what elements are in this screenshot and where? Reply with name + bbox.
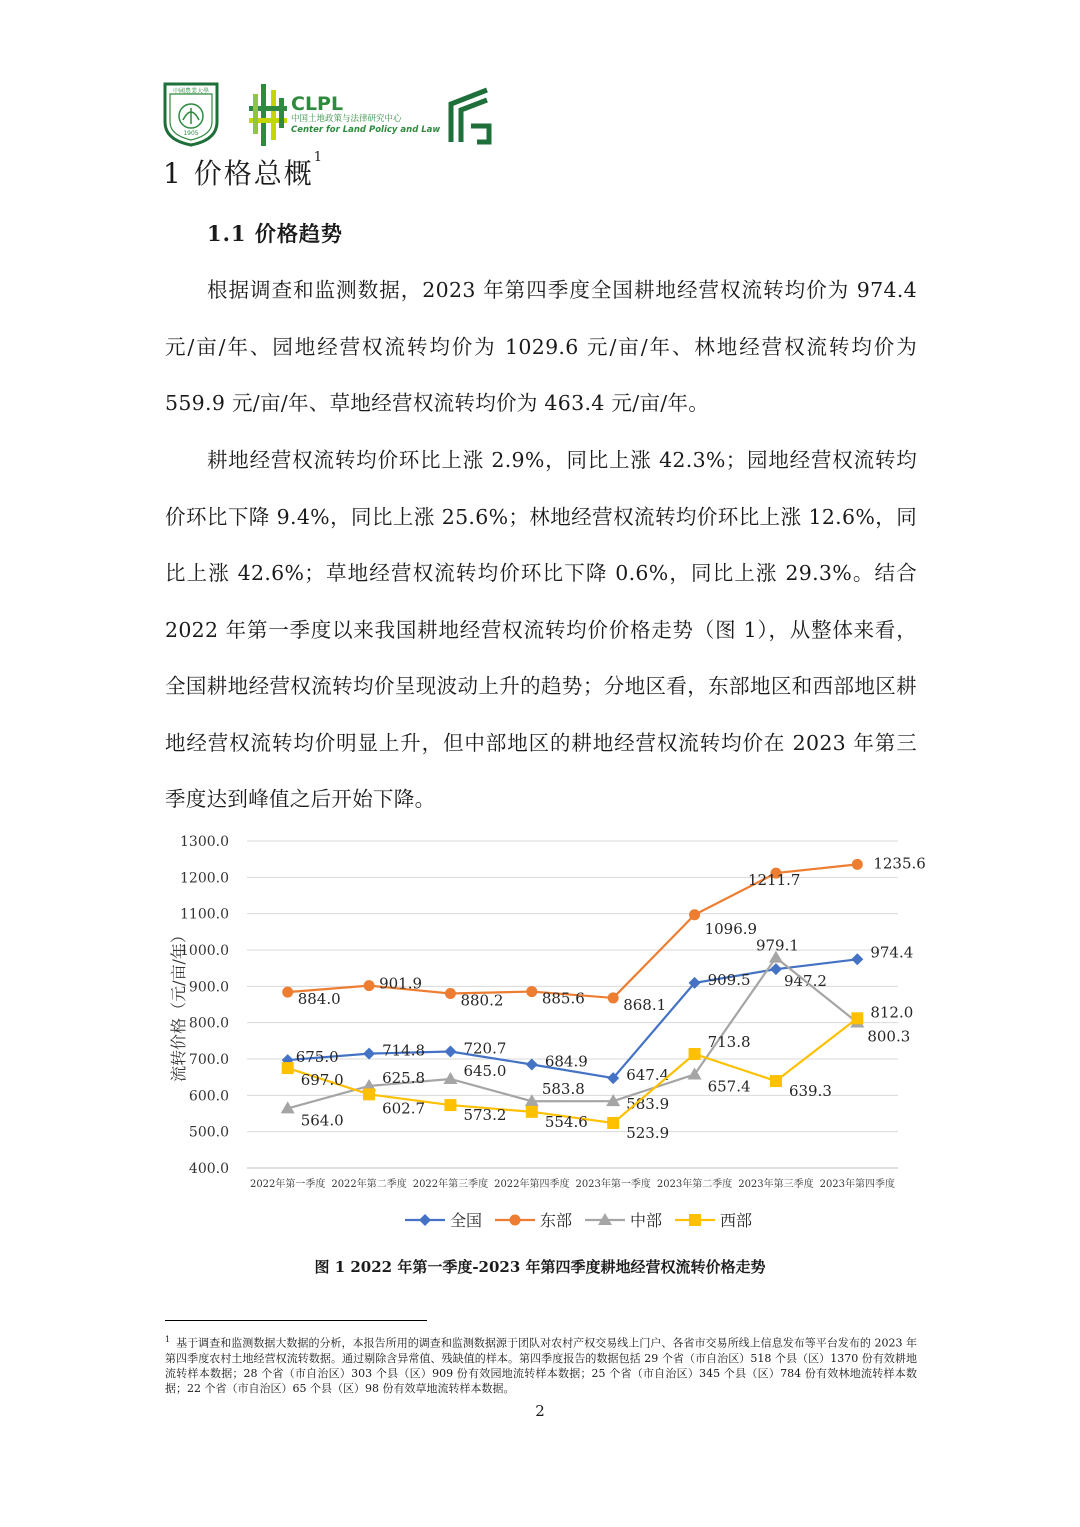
x-tick-label: 2022年第四季度 (494, 1179, 570, 1190)
y-tick-label: 1200.0 (180, 870, 229, 887)
data-label-西部: 713.8 (707, 1032, 751, 1051)
data-label-中部: 583.8 (541, 1080, 585, 1099)
data-label-中部: 564.0 (300, 1111, 344, 1130)
x-tick-label: 2023年第一季度 (575, 1179, 651, 1190)
data-point-西部 (770, 1075, 782, 1087)
data-label-全国: 974.4 (870, 943, 914, 962)
y-tick-label: 600.0 (188, 1088, 229, 1105)
data-label-全国: 675.0 (295, 1048, 339, 1067)
y-axis-title: 流转价格（元/亩/年） (169, 927, 188, 1082)
y-tick-label: 400.0 (188, 1161, 229, 1177)
y-tick-label: 1100.0 (180, 906, 229, 923)
x-tick-label: 2022年第三季度 (412, 1179, 489, 1190)
stylized-building-icon (447, 86, 493, 144)
legend-label-东部: 东部 (540, 1211, 573, 1230)
x-tick-label: 2023年第四季度 (819, 1179, 896, 1190)
clpl-name-en: Center for Land Policy and Law (291, 125, 441, 135)
data-label-中部: 645.0 (463, 1061, 507, 1080)
y-tick-label: 1300.0 (180, 834, 229, 850)
data-label-西部: 602.7 (382, 1099, 426, 1118)
y-tick-label: 900.0 (188, 979, 229, 996)
data-point-西部 (851, 1012, 863, 1024)
data-point-东部 (445, 988, 456, 999)
data-point-东部 (282, 987, 293, 998)
y-tick-label: 500.0 (188, 1124, 229, 1141)
clpl-abbreviation: CLPL (291, 93, 344, 115)
data-point-西部 (282, 1062, 294, 1074)
data-label-西部: 554.6 (544, 1112, 588, 1131)
footnote (165, 1332, 917, 1396)
data-label-中部: 657.4 (707, 1077, 751, 1096)
data-label-中部: 625.8 (382, 1068, 426, 1087)
data-label-西部: 639.3 (788, 1082, 832, 1101)
line-chart (160, 826, 926, 1246)
data-point-西部 (526, 1106, 538, 1118)
data-label-全国: 947.2 (783, 972, 827, 991)
data-point-东部 (526, 986, 537, 997)
university-seal-logo (163, 82, 219, 146)
data-point-全国 (363, 1048, 375, 1060)
data-point-东部 (364, 980, 375, 991)
clpl-logo (247, 84, 441, 146)
data-point-东部 (852, 859, 863, 870)
legend-marker-西部 (689, 1214, 701, 1226)
clpl-name-cn: 中国土地政策与法律研究中心 (291, 114, 402, 124)
y-tick-label: 1000.0 (180, 943, 229, 959)
data-label-东部: 880.2 (460, 991, 504, 1010)
data-label-东部: 868.1 (623, 995, 667, 1014)
data-label-东部: 1096.9 (704, 919, 758, 938)
data-point-全国 (526, 1058, 538, 1070)
footnote-number: 1 (165, 1335, 171, 1344)
x-tick-label: 2023年第三季度 (738, 1179, 814, 1190)
data-label-东部: 885.6 (541, 989, 585, 1008)
data-label-西部: 812.0 (870, 1003, 914, 1022)
data-point-全国 (851, 953, 863, 965)
data-point-全国 (444, 1045, 456, 1057)
data-label-全国: 714.8 (382, 1041, 426, 1060)
data-label-东部: 901.9 (379, 974, 423, 993)
section-title: 1 价格总概$^1$ (163, 150, 322, 190)
data-point-中部 (443, 1072, 457, 1084)
data-point-西部 (363, 1088, 375, 1100)
data-label-西部: 697.0 (300, 1071, 344, 1090)
footnote-ref: 1 (313, 150, 322, 165)
data-label-东部: 1211.7 (747, 871, 801, 890)
data-point-西部 (689, 1048, 701, 1060)
body-paragraph-1: 根据调查和监测数据，2023 年第四季度全国耕地经营权流转均价为 974.4 元/亩/年、园地经营权流转均价为 1029.6 元/亩/年、林地经营权流转均价为 559.9 元/亩/年、草地经营权流转均价为 463.4 元/亩/年。 (165, 278, 917, 415)
third-logo (447, 86, 493, 144)
university-name: 中國農業大學 (172, 88, 209, 95)
legend-marker-全国 (419, 1214, 431, 1226)
figure-caption: 图 1 2022 年第一季度-2023 年第四季度耕地经营权流转价格走势 (314, 1258, 766, 1276)
footnote-divider (165, 1320, 427, 1321)
data-point-西部 (607, 1117, 619, 1129)
data-label-中部: 800.3 (867, 1027, 911, 1046)
subsection-title: 1.1 价格趋势 (207, 221, 343, 246)
data-label-全国: 720.7 (463, 1039, 507, 1058)
legend-label-西部: 西部 (720, 1211, 753, 1230)
legend-label-中部: 中部 (630, 1211, 663, 1230)
x-tick-label: 2022年第二季度 (331, 1179, 407, 1190)
data-label-中部: 979.1 (755, 936, 799, 955)
university-year: 1905 (183, 130, 199, 137)
clpl-emblem-icon (247, 84, 291, 146)
data-point-东部 (608, 992, 619, 1003)
body-paragraph-2: 耕地经营权流转均价环比上涨 2.9%，同比上涨 42.3%；园地经营权流转均价环比下降 9.4%，同比上涨 25.6%；林地经营权流转均价环比上涨 12.6%，同比上涨 42.6%；草地经营权流转均价环比下降 0.6%，同比上涨 29.3%。结合 2022 年第一季度以来我国耕地经营权流转均价价格走势（图 1），从整体来看，全国耕地经营权流转均价呈现波动上升的趋势；分地区看，东部地区和西部地区耕地经营权流转均价明显上升，但中部地区的耕地经营权流转均价在 2023 年第三季度达到峰值之后开始下降。 (165, 448, 917, 811)
data-label-东部: 1235.6 (873, 854, 926, 873)
data-label-西部: 573.2 (463, 1106, 507, 1125)
data-label-全国: 684.9 (544, 1052, 588, 1071)
data-point-东部 (689, 909, 700, 920)
footnote-text: 基于调查和监测数据大数据的分析，本报告所用的调查和监测数据源于团队对农村产权交易线上门户、各省市交易所线上信息发布等平台发布的 2023 年第四季度农村土地经营权流转数据。通过剔除含异常值、残缺值的样本。第四季度报告的数据包括 29 个省（市自治区）518 个县（区）1370 份有效耕地流转样本数据；28 个省（市自治区）303 个县（区）909 份有效园地流转样本数据；25 个省（市自治区）345 个县（区）784 份有效林地流转样本数据；22 个省（市自治区）65 个县（区）98 份有效草地流转样本数据。 (165, 1336, 917, 1395)
data-label-全国: 909.5 (707, 970, 751, 989)
data-label-中部: 583.9 (626, 1095, 670, 1114)
x-tick-label: 2022年第一季度 (249, 1179, 326, 1190)
legend-marker-东部 (510, 1215, 521, 1226)
data-label-东部: 884.0 (297, 990, 341, 1009)
y-tick-label: 700.0 (188, 1052, 229, 1068)
chart-svg (160, 826, 926, 1246)
legend-label-全国: 全国 (450, 1211, 483, 1230)
data-point-西部 (444, 1099, 456, 1111)
data-label-西部: 523.9 (626, 1123, 670, 1142)
page-number: 2 (535, 1402, 545, 1420)
data-label-全国: 647.4 (626, 1066, 670, 1085)
y-tick-label: 800.0 (188, 1015, 229, 1032)
x-tick-label: 2023年第二季度 (656, 1179, 733, 1190)
